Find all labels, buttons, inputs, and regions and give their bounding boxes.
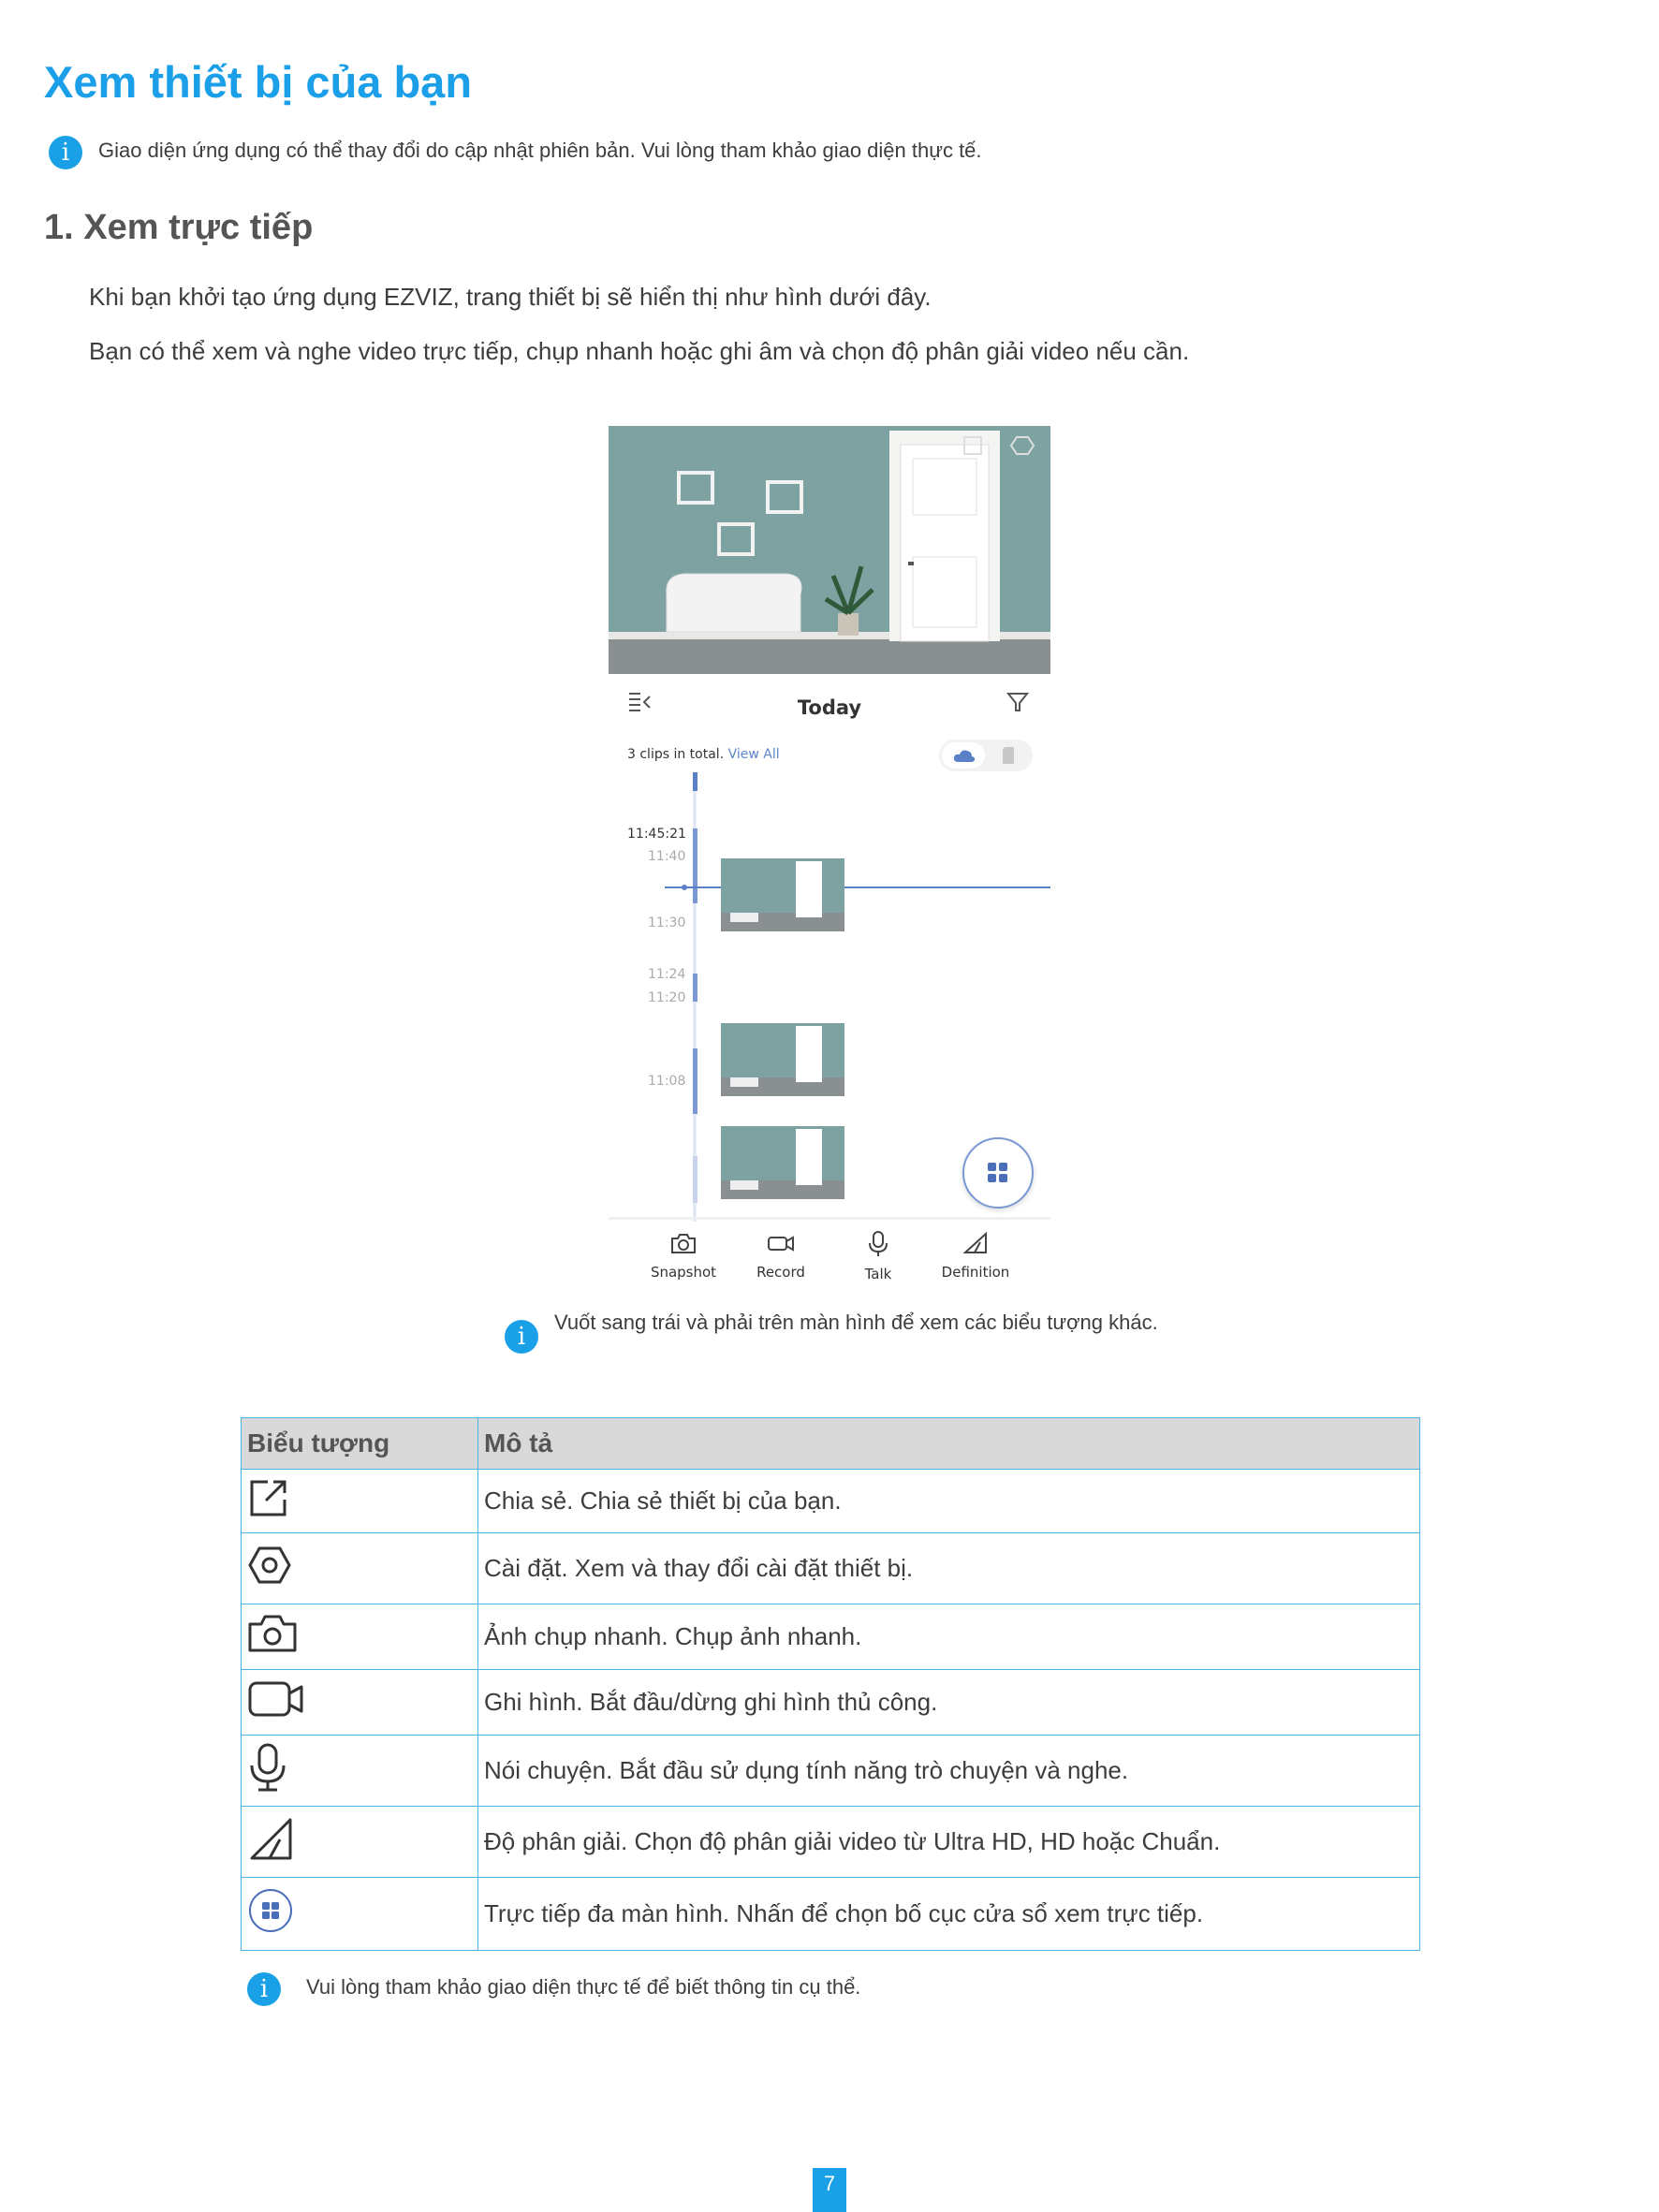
- view-all-link[interactable]: View All: [727, 747, 780, 762]
- table-row: [242, 1533, 1420, 1604]
- info-icon: i: [505, 1320, 538, 1354]
- filter-icon[interactable]: [1006, 691, 1029, 713]
- description-paragraph: Bạn có thể xem và nghe video trực tiếp, chụp nhanh hoặc ghi âm và chọn độ phân giải video nếu cần.: [89, 337, 1190, 365]
- clip-thumbnail: [721, 1126, 844, 1199]
- table-cell-description: Chia sẻ. Chia sẻ thiết bị của bạn.: [478, 1470, 1420, 1533]
- table-row: [242, 1604, 1420, 1670]
- cloud-icon[interactable]: [953, 748, 976, 763]
- microphone-icon: [247, 1742, 288, 1793]
- timeline-label: 11:24: [648, 967, 686, 982]
- table-cell-description: Trực tiếp đa màn hình. Nhấn để chọn bố cục cửa sổ xem trực tiếp.: [478, 1878, 1420, 1951]
- clip-thumbnail: [721, 858, 844, 931]
- clip-thumbnail: [721, 1023, 844, 1096]
- clips-count: 3 clips in total.: [627, 747, 725, 762]
- share-icon: [247, 1477, 288, 1518]
- bottom-note: Vui lòng tham khảo giao diện thực tế để biết thông tin cụ thể.: [306, 1975, 861, 1999]
- page-number: 7: [813, 2168, 846, 2212]
- table-row: [242, 1736, 1420, 1807]
- timeline-label: 11:30: [648, 916, 686, 930]
- multi-screen-icon: [247, 1887, 294, 1934]
- definition-icon: [962, 1231, 990, 1255]
- table-header: Biểu tượng: [242, 1418, 478, 1470]
- video-camera-icon: [247, 1679, 305, 1719]
- camera-icon: [247, 1614, 298, 1653]
- storage-toggle[interactable]: [939, 740, 1033, 771]
- sd-card-icon[interactable]: [1001, 746, 1016, 765]
- table-cell-description: Cài đặt. Xem và thay đổi cài đặt thiết bị.: [478, 1533, 1420, 1604]
- app-screenshot: [609, 426, 1050, 1287]
- definition-icon: [247, 1815, 294, 1862]
- info-icon: i: [247, 1972, 281, 2006]
- talk-button[interactable]: Talk: [836, 1231, 920, 1282]
- table-row: [242, 1807, 1420, 1878]
- intro-paragraph: Khi bạn khởi tạo ứng dụng EZVIZ, trang thiết bị sẽ hiển thị như hình dưới đây.: [89, 283, 932, 311]
- settings-hexagon-icon: [247, 1543, 292, 1588]
- table-cell-description: Ảnh chụp nhanh. Chụp ảnh nhanh.: [478, 1604, 1420, 1670]
- swipe-note: Vuốt sang trái và phải trên màn hình để xem các biểu tượng khác.: [554, 1311, 1158, 1334]
- multi-screen-button[interactable]: [962, 1137, 1034, 1209]
- table-row: [242, 1470, 1420, 1533]
- timeline-label: 11:45:21: [627, 827, 686, 842]
- video-camera-icon: [767, 1231, 795, 1255]
- info-icon: i: [49, 136, 82, 169]
- record-button[interactable]: Record: [739, 1231, 823, 1281]
- timeline-label: 11:08: [648, 1074, 686, 1089]
- live-video-view[interactable]: [609, 426, 1050, 674]
- table-header-row: [242, 1418, 1420, 1470]
- section-title: 1. Xem trực tiếp: [44, 208, 314, 247]
- table-cell-description: Độ phân giải. Chọn độ phân giải video từ Ultra HD, HD hoặc Chuẩn.: [478, 1807, 1420, 1878]
- table-cell-description: Ghi hình. Bắt đầu/dừng ghi hình thủ công.: [478, 1670, 1420, 1736]
- table-cell-description: Nói chuyện. Bắt đầu sử dụng tính năng trò chuyện và nghe.: [478, 1736, 1420, 1807]
- table-header: Mô tả: [478, 1418, 1420, 1470]
- snapshot-button[interactable]: Snapshot: [641, 1231, 726, 1281]
- timeline-label: 11:40: [648, 849, 686, 864]
- microphone-icon: [864, 1231, 892, 1257]
- camera-icon: [669, 1231, 697, 1255]
- definition-button[interactable]: Definition: [933, 1231, 1018, 1281]
- app-header-title: Today: [797, 696, 862, 719]
- top-note: Giao diện ứng dụng có thể thay đổi do cập nhật phiên bản. Vui lòng tham khảo giao diện thực tế.: [98, 139, 982, 162]
- page-title: Xem thiết bị của bạn: [44, 57, 473, 107]
- timeline-label: 11:20: [648, 990, 686, 1005]
- icon-table: [241, 1417, 1420, 1951]
- multi-screen-icon: [987, 1162, 1009, 1184]
- table-row: [242, 1878, 1420, 1951]
- table-row: [242, 1670, 1420, 1736]
